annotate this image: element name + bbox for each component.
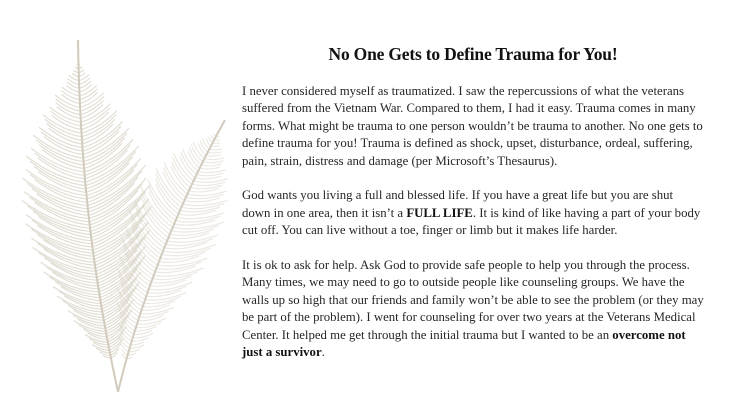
paragraph-text: . (321, 345, 325, 360)
body-text (242, 83, 704, 361)
paragraph-trauma-definition: I never considered myself as traumatized. I saw the repercussions of what the veterans suffered from the Vietnam War. Compared to them, I had it easy. Trauma comes in many forms. What might be trauma to one person wouldn’t be trauma to another. No one gets to define trauma for you! Trauma is defined as shock, upset, disturbance, ordeal, suffering, pain, strain, distress and damage (per Microsoft’s Thesaurus). (242, 84, 703, 168)
slide-title: No One Gets to Define Trauma for You! (328, 44, 618, 64)
paragraph-text: . It is kind of like having a part of your body cut off. You can live without a toe, finger or limb but it makes life harder. (242, 205, 701, 238)
paragraph-text: It is ok to ask for help. Ask God to provide safe people to help you through the process. Many times, we may need to go to outside people like counseling groups. We have the walls up so high that our friends and family won’t be able to see the problem (or they may be part of the problem). I went for counseling for over two years at the Veterans Medical Center. It helped me get through the initial trauma but I wanted to be an (242, 258, 704, 342)
paragraph-ask-for-help (242, 257, 704, 361)
paragraph-full-life (242, 187, 704, 239)
emphasis-overcome: overcome not just a survivor (242, 327, 686, 360)
emphasis-full-life: FULL LIFE (406, 205, 473, 220)
paragraph-text: God wants you living a full and blessed life. If you have a great life but you are shut down in one area, then it isn’t a (242, 188, 674, 220)
feather-icon (0, 0, 260, 414)
